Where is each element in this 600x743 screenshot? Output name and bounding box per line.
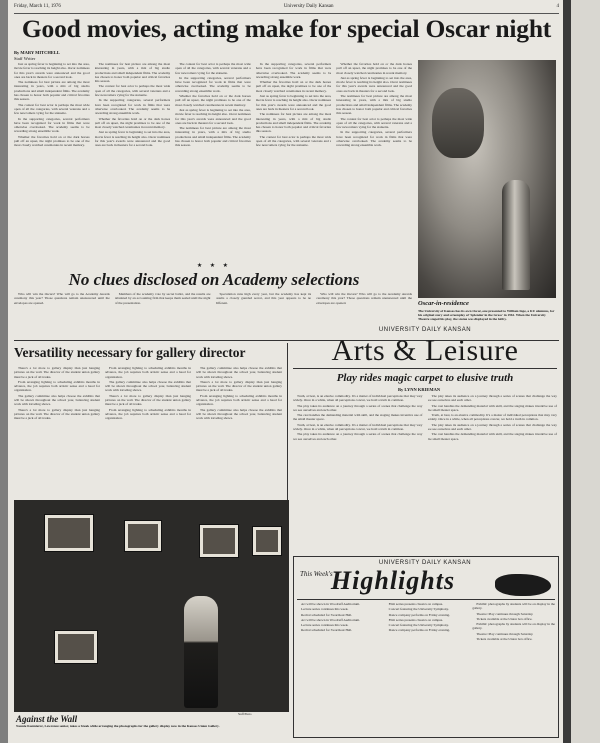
facing-page-edge: [571, 0, 600, 743]
highlights-logo-icon: [495, 574, 551, 596]
framed-photograph: [54, 630, 98, 664]
highlights-title: Highlights: [330, 566, 456, 595]
student-figure: [184, 596, 218, 708]
highlights-column: Exhibit: photographs by students will be on display in the gallery. Theatre: Play continues through Saturday. Tickets available at the Union box office. Exhibit: photographs by students will be on display in the gallery. Theatre: Play continues through Saturday. Tickets available at the Union box office.: [472, 602, 556, 642]
secondary-story-column: Who will win the Oscars? Who will go to the Academy Awards ceremony this year? Those questions remain unanswered until the envelopes are opened.: [316, 292, 412, 305]
folio-page-number: 4: [556, 4, 559, 9]
main-story-column: The nominees for best picture are among the most interesting in years, with a mix of big studio productions and small independent films. The academy has chosen to honor both popular and critical favorites this season. The contest for best actor is perhaps the most wide open of all the categories, with several veterans and a few newcomers vying for the statuette. In the supporting categories, several performers have been recognized for work in films that were otherwise overlooked. The academy seems to be rewarding strong ensemble work. Whether the favorites hold on or the dark horses pull off an upset, the night promises to be one of the most closely watched ceremonies in recent memory. Just as spring fever is beginning to set into the area, movie fever is reaching its height also. Oscar nominees for this year's awards were announced and the good ones are back in theaters for a second look.: [94, 62, 171, 148]
highlights-columns: [297, 602, 555, 734]
gallery-wall-photo: [14, 500, 289, 712]
highlights-subtitle: This Week's: [300, 570, 333, 578]
folio-line: [14, 4, 559, 14]
framed-photograph: [199, 524, 239, 558]
main-story-column: In the supporting categories, several performers have been recognized for work in films that were otherwise overlooked. The academy seems to be rewarding strong ensemble work. Whether the favorites hold on or the dark horses pull off an upset, the night promises to be one of the most closely watched ceremonies in recent memory. Just as spring fever is beginning to set into the area, movie fever is reaching its height also. Oscar nominees for this year's awards were announced and the good ones are back in theaters for a second look. The nominees for best picture are among the most interesting in years, with a mix of big studio productions and small independent films. The academy has chosen to honor both popular and critical favorites this season. The contest for best actor is perhaps the most wide open of all the categories, with several veterans and a few newcomers vying for the statuette.: [255, 62, 332, 148]
wall-caption-title: Against the Wall: [16, 714, 78, 724]
wall-caption-text: Nonnie Kazmiercz, Lawrence senior, takes a break while arranging the photographs for the gallery display now in the Kansas Union Gallery.: [16, 724, 220, 728]
newspaper-page: [8, 0, 563, 743]
arts-masthead-label: UNIVERSITY DAILY KANSAN: [378, 327, 472, 333]
portrait-figure: [432, 88, 484, 158]
arts-masthead-title: Arts & Leisure: [331, 334, 519, 367]
main-story-column: Whether the favorites hold on or the dark horses pull off an upset, the night promises to be one of the most closely watched ceremonies in recent memory. Just as spring fever is beginning to set into the area, movie fever is reaching its height also. Oscar nominees for this year's awards were announced and the good ones are back in theaters for a second look. The nominees for best picture are among the most interesting in years, with a mix of big studio productions and small independent films. The academy has chosen to honor both popular and critical favorites this season. The contest for best actor is perhaps the most wide open of all the categories, with several veterans and a few newcomers vying for the statuette. In the supporting categories, several performers have been recognized for work in films that were otherwise overlooked. The academy seems to be rewarding strong ensemble work.: [336, 62, 412, 148]
highlights-column: Art will be shown in Woodruff Auditorium. Lecture series continues this week. Recital scheduled for Swarthout Hall. Art will be shown in Woodruff Auditorium. Lecture series continues this week. Recital scheduled for Swarthout Hall.: [301, 602, 361, 633]
main-byline-role: Staff Writer: [14, 56, 36, 61]
main-story-column: Just as spring fever is beginning to set into the area, movie fever is reaching its height also. Oscar nominees for this year's awards were announced and the good ones are back in theaters for a second look. The nominees for best picture are among the most interesting in years, with a mix of big studio productions and small independent films. The academy has chosen to honor both popular and critical favorites this season. The contest for best actor is perhaps the most wide open of all the categories, with several veterans and a few newcomers vying for the statuette. In the supporting categories, several performers have been recognized for work in films that were otherwise overlooked. The academy seems to be rewarding strong ensemble work. Whether the favorites hold on or the dark horses pull off an upset, the night promises to be one of the most closely watched ceremonies in recent memory.: [14, 62, 90, 148]
oscar-photo: [418, 60, 556, 298]
secondary-headline: No clues disclosed on Academy selections: [68, 270, 360, 289]
play-byline: By LYNN KRIEMAN: [398, 387, 441, 392]
gallery-headline: Versatility necessary for gallery director: [14, 345, 246, 360]
photo-credit: Staff Photo: [238, 712, 252, 716]
gallery-story-column: From arranging lighting to scheduling exhibits months in advance, the job requires both artistic sense and a head for organization. The gallery committee also helps choose the exhibits that will be shown throughout the school year, balancing student work with traveling shows. There's a lot more to gallery display than just hanging pictures on the wall. The director of the student union gallery must be a jack of all trades. From arranging lighting to scheduling exhibits months in advance, the job requires both artistic sense and a head for organization.: [105, 366, 191, 421]
separator-stars: ★ ★ ★: [196, 263, 232, 269]
play-headline: Play rides magic carpet to elusive truth: [336, 372, 514, 384]
play-story-column: Truth, at best, is an elusive commodity. It's a matter of individual perceptions that may vary widely. Once in a while, when all perceptions concur, we hold a truth in common. The play takes its audience on a journey through a series of scenes that challenge the way we see ourselves and each other. The cast handles the demanding material with skill, and the staging makes inventive use of the small theater space. Truth, at best, is an elusive commodity. It's a matter of individual perceptions that may vary widely. Once in a while, when all perceptions concur, we hold a truth in common. The play takes its audience on a journey through a series of scenes that challenge the way we see ourselves and each other.: [293, 394, 423, 441]
play-story-columns: [293, 394, 557, 550]
secondary-story-column: Who will win the Oscars? Who will go to the Academy Awards ceremony this year? Those questions remain unanswered until the envelopes are opened.: [14, 292, 110, 305]
highlights-column: Film series presents classics on campus. Concert featuring the University Symphony. Dance company performs on Friday evening. Film series presents classics on campus. Concert featuring the University Symphony. Dance company performs on Friday evening.: [388, 602, 451, 633]
framed-photograph: [124, 520, 162, 552]
highlights-masthead-label: UNIVERSITY DAILY KANSAN: [378, 560, 472, 566]
highlights-rule: [297, 599, 555, 600]
main-story-column: The contest for best actor is perhaps the most wide open of all the categories, with several veterans and a few newcomers vying for the statuette. In the supporting categories, several performers have been recognized for work in films that were otherwise overlooked. The academy seems to be rewarding strong ensemble work. Whether the favorites hold on or the dark horses pull off an upset, the night promises to be one of the most closely watched ceremonies in recent memory. Just as spring fever is beginning to set into the area, movie fever is reaching its height also. Oscar nominees for this year's awards were announced and the good ones are back in theaters for a second look. The nominees for best picture are among the most interesting in years, with a mix of big studio productions and small independent films. The academy has chosen to honor both popular and critical favorites this season.: [175, 62, 251, 148]
folio-date: Friday, March 11, 1976: [14, 4, 61, 9]
oscar-caption-text: The University of Kansas has its own Oscar, one presented to William Inge, a KU alumnus, for his original story and screenplay of 'Splendor in the Grass' in 1961. When the University Theatre staged his play, the statue was displayed in the lobby.: [418, 309, 555, 322]
framed-photograph: [44, 514, 94, 552]
secondary-story-column: Members of the academy vote by secret ballot, and the results are tabulated by an accounting firm that keeps them sealed until the night of the presentation.: [114, 292, 211, 305]
main-story-columns: [14, 62, 412, 258]
play-story-column: The play takes its audience on a journey through a series of scenes that challenge the way we see ourselves and each other. The cast handles the demanding material with skill, and the staging makes inventive use of the small theater space. Truth, at best, is an elusive commodity. It's a matter of individual perceptions that may vary widely. Once in a while, when all perceptions concur, we hold a truth in common. The play takes its audience on a journey through a series of scenes that challenge the way we see ourselves and each other. The cast handles the demanding material with skill, and the staging makes inventive use of the small theater space.: [427, 394, 557, 441]
masthead-rule: [293, 368, 557, 369]
secondary-story-column: Speculation runs high every year, but the academy has kept its results a closely guarded secret, and this year appears to be no different.: [215, 292, 312, 305]
oscar-caption-title: Oscar-in-residence: [418, 300, 469, 307]
framed-photograph: [252, 526, 282, 556]
page-gutter: [563, 0, 571, 743]
gallery-story-columns: [14, 366, 282, 496]
main-headline: Good movies, acting make for special Oscar night: [21, 14, 552, 43]
oscar-statuette: [502, 180, 530, 290]
gallery-story-column: There's a lot more to gallery display than just hanging pictures on the wall. The director of the student union gallery must be a jack of all trades. From arranging lighting to scheduling exhibits months in advance, the job requires both artistic sense and a head for organization. The gallery committee also helps choose the exhibits that will be shown throughout the school year, balancing student work with traveling shows. There's a lot more to gallery display than just hanging pictures on the wall. The director of the student union gallery must be a jack of all trades.: [14, 366, 100, 421]
folio-paper-name: University Daily Kansan: [283, 4, 334, 9]
gallery-story-column: The gallery committee also helps choose the exhibits that will be shown throughout the school year, balancing student work with traveling shows. There's a lot more to gallery display than just hanging pictures on the wall. The director of the student union gallery must be a jack of all trades. From arranging lighting to scheduling exhibits months in advance, the job requires both artistic sense and a head for organization. The gallery committee also helps choose the exhibits that will be shown throughout the school year, balancing student work with traveling shows.: [196, 366, 282, 421]
main-byline: By MARY MITCHELL: [14, 50, 60, 55]
